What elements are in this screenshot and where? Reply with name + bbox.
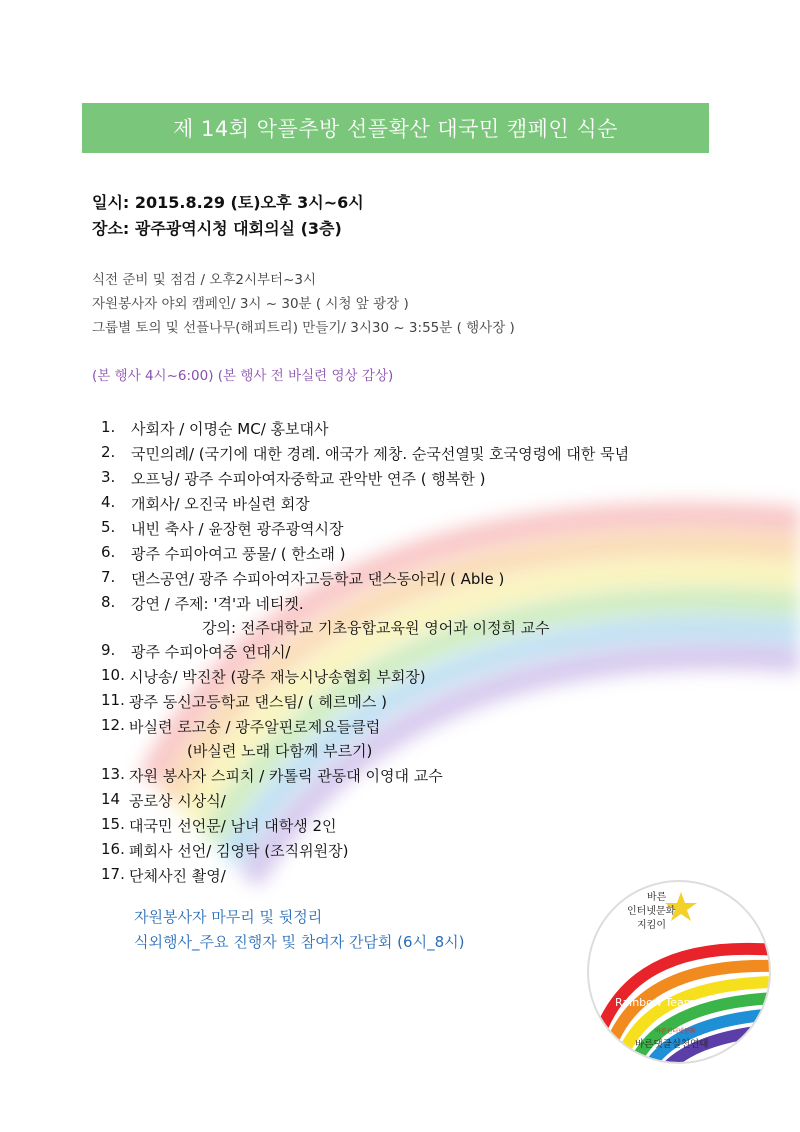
program-text: 바실련 로고송 / 광주알핀로제요들클럽: [129, 718, 381, 736]
program-number: 4.: [101, 493, 116, 511]
post-event-item: 식외행사_주요 진행자 및 참여자 간담회 (6시_8시): [134, 933, 465, 951]
program-text: 강의: 전주대학교 기초융합교육원 영어과 이정희 교수: [202, 619, 550, 637]
page-title: 제 14회 악플추방 선플확산 대국민 캠페인 식순: [173, 117, 618, 141]
main-event-note: (본 행사 4시~6:00) (본 행사 전 바실련 영상 감상): [92, 368, 394, 384]
logo-top-line3: 지킴이: [637, 920, 666, 931]
program-number: 1.: [101, 418, 116, 436]
rainbow-team-logo: [585, 878, 773, 1066]
program-text: 댄스공연/ 광주 수피아여자고등학교 댄스동아리/ ( Able ): [131, 570, 505, 588]
program-text: 공로상 시상식/: [129, 792, 226, 810]
program-number: 3.: [101, 468, 116, 486]
program-text: 시낭송/ 박진찬 (광주 재능시낭송협회 부회장): [129, 668, 426, 686]
logo-small-text: 바른인터넷문화: [655, 1028, 696, 1035]
program-number: 7.: [101, 568, 116, 586]
program-text: 국민의례/ (국기에 대한 경례. 애국가 제창. 순국선열및 호국영령에 대한 묵념: [131, 445, 630, 463]
program-text: 개회사/ 오진국 바실련 회장: [131, 495, 310, 513]
program-number: 13.: [101, 765, 125, 783]
program-text: 자원 봉사자 스피치 / 카톨릭 관동대 이영대 교수: [129, 767, 443, 785]
post-event-item: 자원봉사자 마무리 및 뒷정리: [134, 908, 323, 926]
program-text: 내빈 축사 / 윤장현 광주광역시장: [131, 520, 344, 538]
program-number: 5.: [101, 518, 116, 536]
event-date: 일시: 2015.8.29 (토)오후 3시~6시: [92, 193, 364, 212]
program-number: 14: [101, 790, 121, 808]
program-text: 대국민 선언문/ 남녀 대학생 2인: [129, 817, 337, 835]
program-number: 16.: [101, 840, 125, 858]
program-text: 사회자 / 이명순 MC/ 홍보대사: [131, 420, 329, 438]
pre-event-item: 식전 준비 및 점검 / 오후2시부터~3시: [92, 272, 317, 288]
program-text: 광주 수피아여중 연대시/: [131, 643, 291, 661]
program-text: 광주 동신고등학교 댄스팀/ ( 헤르메스 ): [129, 693, 387, 711]
program-number: 10.: [101, 666, 125, 684]
program-number: 8.: [101, 593, 116, 611]
program-text: 오프닝/ 광주 수피아여자중학교 관악반 연주 ( 행복한 ): [131, 470, 486, 488]
event-place: 장소: 광주광역시청 대회의실 (3층): [92, 219, 342, 238]
program-text: 폐회사 선언/ 김영탁 (조직위원장): [129, 842, 349, 860]
logo-top-line2: 인터넷문화: [627, 906, 676, 917]
program-number: 12.: [101, 716, 125, 734]
program-number: 11.: [101, 691, 125, 709]
program-number: 6.: [101, 543, 116, 561]
program-number: 17.: [101, 865, 125, 883]
logo-team-name: Rainbow Team: [615, 996, 695, 1009]
program-text: 강연 / 주제: '격'과 네티켓.: [131, 595, 304, 613]
program-text: 광주 수피아여고 풍물/ ( 한소래 ): [131, 545, 346, 563]
program-text: (바실련 노래 다함께 부르기): [187, 742, 373, 760]
title-banner: [82, 103, 709, 153]
program-number: 15.: [101, 815, 125, 833]
logo-org-name: 바른댓글실천연대: [635, 1039, 709, 1050]
program-number: 9.: [101, 641, 116, 659]
program-number: 2.: [101, 443, 116, 461]
program-text: 단체사진 촬영/: [129, 867, 226, 885]
pre-event-item: 그룹별 토의 및 선플나무(해피트리) 만들기/ 3시30 ~ 3:55분 ( 행사장 ): [92, 320, 515, 336]
logo-top-line1: 바른: [647, 892, 667, 903]
pre-event-item: 자원봉사자 야외 캠페인/ 3시 ~ 30분 ( 시청 앞 광장 ): [92, 296, 409, 312]
